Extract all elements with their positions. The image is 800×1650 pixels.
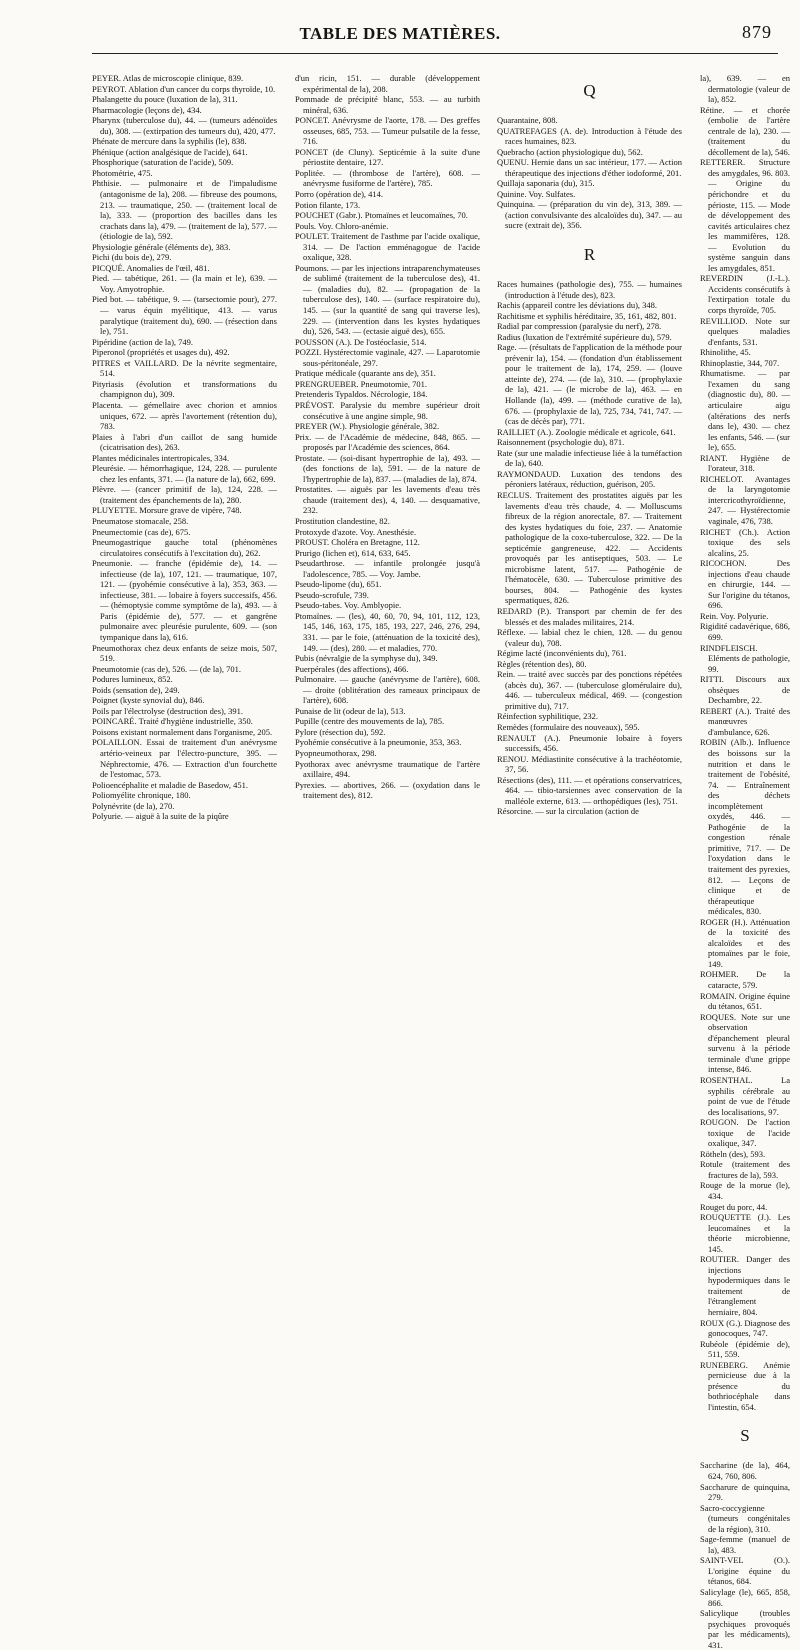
index-entry: Rigidité cadavérique, 686, 699. — [700, 621, 790, 642]
index-entry: PONCET. Anévrysme de l'aorte, 178. — Des greffes osseuses, 685, 753. — Tumeur pulsatile de la fesse, 716. — [295, 115, 480, 147]
index-entry: ROBIN (Alb.). Influence des boissons sur la nutrition et dans le traitement de l'obésité, 74. — Entraînement des déchets incomplètement oxydés, 446. — Pathogénie de la congestion rénale primitive, 717. — De l'oxydation dans le traitement des pyrexies, 812. — Leçons de clinique et de thérapeutique médicales, 830. — [700, 737, 790, 917]
section-letter: Q — [583, 81, 596, 100]
index-entry: POUSSON (A.). De l'ostéoclasie, 514. — [295, 336, 427, 347]
index-entry: REVERDIN (J.-L.). Accidents consécutifs à l'extirpation totale du corps thyroïde, 705. — [700, 273, 790, 316]
index-entry: Salicylique (troubles psychiques provoqués par les médicaments), 431. — [700, 1608, 790, 1650]
index-entry: Radial par compression (paralysie du nerf), 278. — [497, 321, 662, 332]
section-letter: R — [583, 245, 596, 265]
index-entry: Pulmonaire. — gauche (anévrysme de l'artère), 608. — droite (oblitération des rameaux principaux de l'artère), 608. — [295, 674, 480, 706]
index-entry: Rétine. — et chorée (embolie de l'artère centrale de la), 230. — (traitement du décollement de la), 546. — [700, 104, 790, 157]
index-entry: PICQUÉ. Anomalies de l'œil, 481. — [92, 262, 210, 273]
index-entry: Rhinolithe, 45. — [700, 347, 751, 358]
index-entry: Salicylage (le), 665, 858, 866. — [700, 1587, 790, 1608]
index-entry: Pyohémie consécutive à la pneumonie, 353, 363. — [295, 737, 462, 748]
column-1 — [92, 73, 277, 822]
index-entry: Régime lacté (inconvénients du), 761. — [497, 648, 627, 659]
index-entry: Podures lumineux, 852. — [92, 674, 173, 685]
index-entry: Races humaines (pathologie des), 755. — humaines (introduction à l'étude des), 823. — [497, 279, 682, 300]
index-entry: Phosphorique (saturation de l'acide), 509. — [92, 157, 234, 168]
index-entry: Rate (sur une maladie infectieuse liée à la tuméfaction de la), 640. — [497, 447, 682, 469]
column-4 — [700, 73, 790, 1650]
index-entry: Pied. — tabétique, 261. — (la main et le), 639. — Voy. Amyotrophie. — [92, 273, 277, 294]
index-entry: Pseudo-lipome (du), 651. — [295, 579, 382, 590]
index-entry: Prix. — de l'Académie de médecine, 848, 865. — proposés par l'Académie des sciences, 864. — [295, 431, 480, 453]
index-entry: Saccharure de quinquina, 279. — [700, 1481, 790, 1503]
index-entry: RICHET (Ch.). Action toxique des sels alcalins, 25. — [700, 526, 790, 558]
index-entry: Plantes médicinales intertropicales, 334. — [92, 452, 230, 463]
index-entry: POULET. Traitement de l'asthme par l'acide oxalique, 314. — De l'action emménagogue de l'acide oxalique, 328. — [295, 231, 480, 263]
index-entry: Pityriasis (évolution et transformations du champignon du), 309. — [92, 378, 277, 400]
index-entry: ROMAIN. Origine équine du tétanos, 651. — [700, 990, 790, 1012]
index-entry: Pylore (résection du), 592. — [295, 726, 386, 737]
index-entry: ROQUES. Note sur une observation d'épanchement pleural survenu à la période terminale d'une grippe intense, 846. — [700, 1011, 790, 1075]
index-entry: ROUTIER. Danger des injections hypodermiques dans le traitement de l'étranglement herniaire, 804. — [700, 1254, 790, 1317]
index-entry: Poids (sensation de), 249. — [92, 684, 180, 695]
index-entry: Pharmacologie (leçons de), 434. — [92, 104, 202, 115]
column-2 — [295, 73, 480, 801]
index-entry: Pseudo-scrofule, 739. — [295, 589, 369, 600]
index-entry: Pseudo-tabes. Voy. Amblyopie. — [295, 600, 402, 611]
index-entry: Pupille (centre des mouvements de la), 785. — [295, 716, 445, 727]
index-entry: Poils par l'électrolyse (destruction des), 391. — [92, 705, 243, 716]
index-entry: Prostitution clandestine, 82. — [295, 515, 390, 526]
header-rule — [92, 53, 778, 54]
index-entry: Réinfection syphilitique, 232. — [497, 711, 599, 722]
index-entry: d'un ricin, 151. — durable (développement expérimental de la), 208. — [295, 73, 480, 94]
index-entry: Polioencéphalite et maladie de Basedow, 451. — [92, 779, 248, 790]
index-entry: ROHMER. De la cataracte, 579. — [700, 969, 790, 991]
index-entry: RETTERER. Structure des amygdales, 96. 803. — Origine du périchondre et du périoste, 115. — Mode de développement des cavités articulaires chez les mammifères, 128. — Evolution du système sanguin dans les amygdales, 851. — [700, 157, 790, 273]
index-entry: Règles (rétention des), 80. — [497, 658, 587, 669]
index-entry: Pratique médicale (quarante ans de), 351. — [295, 368, 436, 379]
index-entry: Rhinoplastie, 344, 707. — [700, 357, 780, 368]
section-letter: S — [740, 1426, 750, 1446]
index-entry: Pharynx (tuberculose du), 44. — (tumeurs adénoïdes du), 308. — (extirpation des tumeurs du), 420, 477. — [92, 115, 277, 136]
index-entry: Poumons. — par les injections intraparenchymateuses de sublimé (traitement de la tuberculose des), 41. — (maladies du), 82. — (propagation de la tuberculose des), 140. — (surface respiratoire du), 145. — (sur la quantité de sang qui traverse les), 229. — (intervention dans les kystes hydatiques du), 526, 543. — (ectasie aiguë des), 655. — [295, 262, 480, 337]
index-entry: Prostate. — (soi-disant hypertrophie de la), 493. — (des fonctions de la), 591. — de la nature de l'hypertrophie de la), 837. — (maladies de la), 874. — [295, 452, 480, 484]
index-entry: Rachis (appareil contre les déviations du), 348. — [497, 300, 658, 311]
column-3 — [497, 73, 682, 817]
index-entry: Rage. — (résultats de l'application de la méthode pour prévenir la), 154. — (fondation d'un établissement pour le traitement de la), 174, 259. — (louve atteinte de), 274. — (de la), 310. — (prophylaxie de la), 421. — (le microbe de la), 463. — en Hollande (la), 499. — (méthode curative de la), 676. — (prophylaxie de la), 725, 734, 741, 747. — (cas de décès par), 771. — [497, 342, 682, 427]
page-number: 879 — [742, 22, 772, 42]
index-entry: Phénique (action analgésique de l'acide), 641. — [92, 146, 248, 157]
index-entry: PITRES et VAILLARD. De la névrite segmentaire, 514. — [92, 357, 277, 379]
index-entry: PROUST. Choléra en Bretagne, 112. — [295, 537, 420, 548]
index-entry: Pipéridine (action de la), 749. — [92, 336, 194, 347]
index-entry: Raisonnement (psychologie du), 871. — [497, 437, 625, 448]
index-entry: Prurigo (lichen et), 614, 633, 645. — [295, 547, 411, 558]
index-entry: Prostatites. — aiguës par les lavements d'eau très chaude (traitement des), 4, 140. — desquamative, 232. — [295, 484, 480, 516]
index-entry: REBERT (A.). Traité des manœuvres d'ambulance, 626. — [700, 705, 790, 737]
index-entry: Rouget du porc, 44. — [700, 1201, 768, 1212]
index-entry: Rouge de la morue (le), 434. — [700, 1180, 790, 1201]
index-entry: Quinine. Voy. Sulfates. — [497, 188, 576, 199]
index-entry: PEYROT. Ablation d'un cancer du corps thyroïde, 10. — [92, 83, 276, 94]
index-entry: Pretenderis Typaldos. Nécrologie, 184. — [295, 389, 428, 400]
index-entry: Résorcine. — sur la circulation (action de — [497, 806, 639, 817]
index-entry: Plèvre. — (cancer primitif de la), 124, 228. — (traitement des épanchements de la), 280. — [92, 484, 277, 505]
index-entry: Ptomaïnes. — (les), 40, 60, 70, 94, 101, 112, 123, 145, 146, 163, 175, 185, 193, 227, 246, 276, 294, 331. — par le foie, (atténuation de la toxicité des), 149. — (des), 280. — et maladies, 770. — [295, 610, 480, 653]
index-entry: Pouls. Voy. Chloro-anémie. — [295, 220, 389, 231]
index-entry: Phénate de mercure dans la syphilis (le), 838. — [92, 136, 247, 147]
index-entry: ROGER (H.). Atténuation de la toxicité des alcaloïdes et des ptomaïnes par le foie, 149. — [700, 916, 790, 969]
index-entry: Rachitisme et syphilis héréditaire, 35, 161, 482, 801. — [497, 310, 677, 321]
index-entry: Plaies à l'abri d'un caillot de sang humide (cicatrisation des), 263. — [92, 431, 277, 453]
index-entry: Potion filante, 173. — [295, 199, 361, 210]
index-entry: Physiologie générale (éléments de), 383. — [92, 241, 231, 252]
index-entry: SAINT-VEL (O.). L'origine équine du tétanos, 684. — [700, 1555, 790, 1587]
index-entry: PLUYETTE. Morsure grave de vipère, 748. — [92, 505, 242, 516]
index-entry: Pneumothorax chez deux enfants de seize mois, 507, 519. — [92, 642, 277, 664]
index-entry: Phthisie. — pulmonaire et de l'impaludisme (antagonisme de la), 208. — fibreuse des poumons, 213. — traumatique, 250. — (traitement local de la), 333. — (proportion des bacilles dans les crachats dans la), 479. — (traitement de la), 577. — (étiologie de la), 592. — [92, 178, 277, 242]
index-entry: Punaise de lit (odeur de la), 513. — [295, 705, 406, 716]
index-entry: Protoxyde d'azote. Voy. Anesthésie. — [295, 526, 417, 537]
index-entry: RUNEBERG. Anémie pernicieuse due à la présence du bothriocéphale dans l'intestin, 654. — [700, 1359, 790, 1412]
index-entry: Polyurie. — aiguë à la suite de la piqûre — [92, 811, 229, 822]
index-entry: REDARD (P.). Transport par chemin de fer des blessés et des malades militaires, 214. — [497, 605, 682, 627]
index-entry: Quinquina. — (préparation du vin de), 313, 389. — (action convulsivante des alcaloïdes du), 347. — au sucre (extrait de), 356. — [497, 199, 682, 231]
index-entry: Pseudarthrose. — infantile prolongée jusqu'à l'adolescence, 785. — Voy. Jambe. — [295, 558, 480, 579]
index-entry: ROUQUETTE (J.). Les leucomaïnes et la théorie microbienne, 145. — [700, 1212, 790, 1254]
index-entry: REVILLIOD. Note sur quelques maladies d'enfants, 531. — [700, 315, 790, 347]
index-entry: Rotule (traitement des fractures de la), 593. — [700, 1159, 790, 1180]
page-header — [0, 10, 800, 52]
index-entry: Pneumotomie (cas de), 526. — (de la), 701. — [92, 663, 241, 674]
index-entry: Pyothorax avec anévrysme traumatique de l'artère axillaire, 494. — [295, 758, 480, 780]
index-entry: RECLUS. Traitement des prostatites aiguës par les lavements d'eau très chaude, 4. — Molluscums fibreux de la région anorectale, 87. — Traitement des kystes hydatiques du foie, 237. — Anatomie pathologique de la coxo-tuberculose, 322. — De la septicémie gangreneuse, 422. — Accidents provoqués par les antiseptiques, 503. — Le microbisme latent, 517. — Pathogénie de l'hématocèle, 630. — Tuberculose primitive des bourses, 804. — Pathogénie des kystes spermatiques, 826. — [497, 489, 682, 606]
index-entry: PRENGRUEBER. Pneumotomie, 701. — [295, 378, 427, 389]
index-entry: QUENU. Hernie dans un sac intérieur, 177. — Action thérapeutique des injections d'éther iodoformé, 201. — [497, 157, 682, 178]
index-entry: ROUX (G.). Diagnose des gonocoques, 747. — [700, 1317, 790, 1339]
index-entry: Poplitée. — (thrombose de l'artère), 608. — anévrysme fusiforme de l'artère), 785. — [295, 167, 480, 189]
index-entry: POLAILLON. Essai de traitement d'un anévrysme artério-veineux par l'électro-puncture, 395. — Néphrectomie, 476. — Extraction d'un fourchette de l'estomac, 573. — [92, 737, 277, 780]
page-title: TABLE DES MATIÈRES. — [299, 24, 501, 43]
index-entry: Rhumatisme. — par l'examen du sang (diagnostic du), 80. — articulaire aigu (altérations des nerfs dans le), 430. — chez les enfants, 546. — (sur le), 655. — [700, 368, 790, 453]
index-entry: RIANT. Hygiène de l'orateur, 318. — [700, 452, 790, 474]
index-entry: Rein. Voy. Polyurie. — [700, 610, 769, 621]
index-entry: Pommade de précipité blanc, 553. — au turbith minéral, 636. — [295, 94, 480, 115]
index-entry: Poignet (kyste synovial du), 846. — [92, 695, 205, 706]
index-entry: ROSENTHAL. La syphilis cérébrale au point de vue de l'étude des localisations, 97. — [700, 1074, 790, 1117]
index-entry: Piperonol (propriétés et usages du), 492. — [92, 347, 230, 358]
index-entry: POZZI. Hystérectomie vaginale, 427. — Laparotomie sous-péritonéale, 297. — [295, 347, 480, 368]
index-entry: Pneumogastrique gauche total (phénomènes circulatoires consécutifs à l'excitation du), 262. — [92, 537, 277, 558]
index-entry: Sage-femme (manuel de la), 483. — [700, 1534, 790, 1555]
index-entry: RAILLIET (A.). Zoologie médicale et agricole, 641. — [497, 426, 676, 437]
index-entry: POINCARÉ. Traité d'hygiène industrielle, 350. — [92, 716, 253, 727]
index-entry: Pneumatose stomacale, 258. — [92, 515, 189, 526]
index-entry: RITTI. Discours aux obsèques de Dechambre, 22. — [700, 674, 790, 706]
index-entry: Polynévrite (de la), 270. — [92, 800, 175, 811]
index-entry: Puerpérales (des affections), 466. — [295, 663, 409, 674]
index-entry: Pichi (du bois de), 279. — [92, 252, 172, 263]
index-entry: RAYMONDAUD. Luxation des tendons des péroniers latéraux, réduction, guérison, 205. — [497, 468, 682, 490]
index-entry: Pied bot. — tabétique, 9. — (tarsectomie pour), 277. — varus équin myélitique, 413. — varus paralytique (traitement du), 690. — (résection dans le), 751. — [92, 294, 277, 337]
index-entry: Radius (luxation de l'extrémité supérieure du), 579. — [497, 331, 672, 342]
index-entry: Rötheln (des), 593. — [700, 1148, 766, 1159]
index-entry: Rein. — traité avec succès par des ponctions répétées (abcès du), 367. — (tuberculose glomérulaire du), 446. — tuberculeux médical, 469. — (congestion primitive du), 717. — [497, 669, 682, 711]
index-entry: Rubéole (épidémie de), 511, 559. — [700, 1338, 790, 1360]
index-entry: Pyopneumothorax, 298. — [295, 748, 377, 758]
index-entry: PEYER. Atlas de microscopie clinique, 839. — [92, 73, 244, 83]
index-entry: Quarantaine, 808. — [497, 115, 558, 125]
index-entry: Poisons existant normalement dans l'organisme, 205. — [92, 726, 273, 737]
index-entry: Quillaja saponaria (du), 315. — [497, 178, 595, 189]
index-entry: Pneumonie. — franche (épidémie de), 14. — infectieuse (de la), 107, 121. — traumatique, 107, 121. — (pyohémie consécutive à la), 353, 363. — infectieuse, 381. — lobaire à foyers successifs, 456. — (hémoptysie comme symptôme de la), 493. — à Paris (épidémie de), 577. — et gangrène pulmonaire avec pleurésie purulente, 609. — (son tympanique dans la), 616. — [92, 558, 277, 642]
index-entry: Résections (des), 111. — et opérations conservatrices, 464. — tibio-tarsiennes avec conservation de la malléole externe, 613. — orthopédiques (les), 751. — [497, 774, 682, 806]
index-entry: Porro (opération de), 414. — [295, 189, 384, 200]
index-entry: RENAULT (A.). Pneumonie lobaire à foyers successifs, 456. — [497, 732, 682, 754]
index-entry: PONCET (de Cluny). Septicémie à la suite d'une périostite dentaire, 127. — [295, 146, 480, 168]
index-entry: la), 639. — en dermatologie (valeur de la), 852. — [700, 73, 790, 105]
index-entry: Pubis (névralgie de la symphyse du), 349. — [295, 653, 438, 664]
index-entry: PREYER (W.). Physiologie générale, 382. — [295, 421, 440, 432]
index-entry: RICHELOT. Avantages de la laryngotomie intercricothyroïdienne, 247. — Hystérectomie vaginale, 476, 738. — [700, 473, 790, 526]
index-entry: PRÉVOST. Paralysie du membre supérieur droit consécutive à une angine simple, 98. — [295, 399, 480, 421]
index-entry: Phalangette du pouce (luxation de la), 311. — [92, 94, 238, 105]
index-entry: Sacro-coccygienne (tumeurs congénitales de la région), 310. — [700, 1502, 790, 1534]
index-entry: Réflexe. — labial chez le chien, 128. — du genou (valeur du), 708. — [497, 627, 682, 648]
index-entry: Pleurésie. — hémorrhagique, 124, 228. — purulente chez les enfants, 371. — (la nature de la), 662, 699. — [92, 463, 277, 484]
index-entry: Remèdes (formulaire des nouveaux), 595. — [497, 721, 640, 732]
index-entry: Saccharine (de la), 464, 624, 760, 806. — [700, 1460, 790, 1481]
index-entry: POUCHET (Gabr.). Ptomaïnes et leucomaïnes, 70. — [295, 210, 468, 221]
index-entry: Quebracho (action physiologique du), 562. — [497, 146, 643, 157]
index-entry: RINDFLEISCH. Eléments de pathologie, 99. — [700, 642, 790, 674]
index-entry: ROUGON. De l'action toxique de l'acide oxalique, 347. — [700, 1117, 790, 1149]
index-entry: RENOU. Médiastinite consécutive à la trachéotomie, 37, 56. — [497, 753, 682, 775]
index-entry: Placenta. — gémellaire avec chorion et amnios uniques, 672. — après l'avortement (rétention du), 783. — [92, 399, 277, 432]
index-entry: Pneumectomie (cas de), 675. — [92, 526, 191, 537]
index-entry: RICOCHON. Des injections d'eau chaude en chirurgie, 144. — Sur l'origine du tétanos, 696. — [700, 558, 790, 611]
index-entry: Pyrexies. — abortives, 266. — (oxydation dans le traitement des), 812. — [295, 779, 480, 801]
index-entry: Photométrie, 475. — [92, 167, 153, 178]
index-entry: QUATREFAGES (A. de). Introduction à l'étude des races humaines, 823. — [497, 125, 682, 147]
index-entry: Poliomyélite chronique, 180. — [92, 790, 191, 801]
